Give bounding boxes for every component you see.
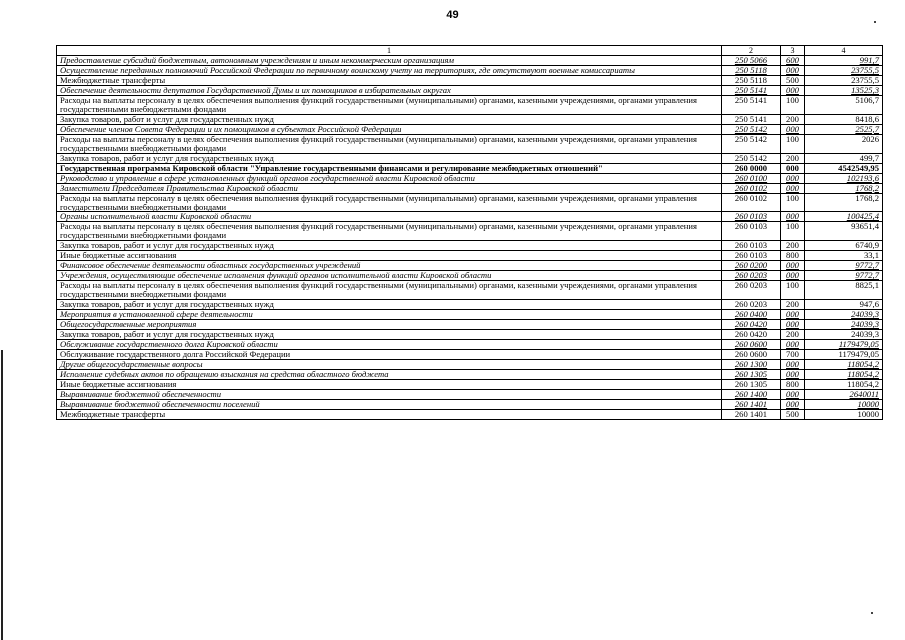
row-sum-cell: 9772,7	[805, 271, 883, 281]
table-row	[57, 66, 883, 76]
row-expense-type-cell: 700	[781, 350, 805, 360]
row-expense-type-cell: 800	[781, 251, 805, 261]
row-expense-type-cell: 000	[781, 360, 805, 370]
row-code-cell: 260 0000	[722, 163, 781, 173]
row-expense-type-cell: 200	[781, 241, 805, 251]
table-header-row	[57, 46, 883, 56]
row-name-cell: Закупка товаров, работ и услуг для государственных нужд	[57, 153, 722, 163]
table-row	[57, 261, 883, 271]
row-code-cell: 260 1401	[722, 410, 781, 420]
table-row	[57, 56, 883, 66]
table-row	[57, 124, 883, 134]
table-row	[57, 241, 883, 251]
row-code-cell: 250 5142	[722, 134, 781, 153]
row-sum-cell: 8825,1	[805, 281, 883, 300]
row-expense-type-cell: 200	[781, 153, 805, 163]
row-expense-type-cell: 000	[781, 400, 805, 410]
table-row	[57, 370, 883, 380]
row-code-cell: 250 5118	[722, 66, 781, 76]
row-expense-type-cell: 200	[781, 300, 805, 310]
table-row	[57, 222, 883, 241]
row-code-cell: 260 0103	[722, 222, 781, 241]
row-code-cell: 250 5141	[722, 114, 781, 124]
row-sum-cell: 24039,3	[805, 310, 883, 320]
row-name-cell: Финансовое обеспечение деятельности областных государственных учреждений	[57, 261, 722, 271]
row-sum-cell: 24039,3	[805, 320, 883, 330]
scan-edge-mark	[1, 350, 3, 640]
row-name-cell: Иные бюджетные ассигнования	[57, 380, 722, 390]
row-name-cell: Заместители Председателя Правительства Кировской области	[57, 183, 722, 193]
row-expense-type-cell: 000	[781, 173, 805, 183]
row-name-cell: Обслуживание государственного долга Кировской области	[57, 340, 722, 350]
column-header-sum: 4	[805, 46, 883, 56]
row-sum-cell: 1768,2	[805, 193, 883, 212]
row-expense-type-cell: 000	[781, 212, 805, 222]
row-expense-type-cell: 000	[781, 124, 805, 134]
row-expense-type-cell: 000	[781, 271, 805, 281]
row-expense-type-cell: 000	[781, 310, 805, 320]
row-code-cell: 260 0100	[722, 173, 781, 183]
row-expense-type-cell: 100	[781, 193, 805, 212]
row-sum-cell: 100425,4	[805, 212, 883, 222]
row-code-cell: 260 0102	[722, 183, 781, 193]
table-row	[57, 350, 883, 360]
row-name-cell: Закупка товаров, работ и услуг для государственных нужд	[57, 330, 722, 340]
row-code-cell: 250 5142	[722, 153, 781, 163]
row-expense-type-cell: 100	[781, 222, 805, 241]
row-code-cell: 260 1300	[722, 360, 781, 370]
row-sum-cell: 1179479,05	[805, 340, 883, 350]
row-name-cell: Предоставление субсидий бюджетным, автономным учреждениям и иным некоммерческим организациям	[57, 56, 722, 66]
row-code-cell: 260 0400	[722, 310, 781, 320]
table-row	[57, 340, 883, 350]
row-expense-type-cell: 000	[781, 340, 805, 350]
table-row	[57, 400, 883, 410]
scan-speck	[871, 612, 873, 614]
table-row	[57, 281, 883, 300]
row-expense-type-cell: 100	[781, 281, 805, 300]
row-code-cell: 260 0203	[722, 281, 781, 300]
table-row	[57, 134, 883, 153]
row-sum-cell: 4542549,95	[805, 163, 883, 173]
row-sum-cell: 9772,7	[805, 261, 883, 271]
row-code-cell: 260 1401	[722, 400, 781, 410]
table-row	[57, 390, 883, 400]
row-code-cell: 260 0103	[722, 212, 781, 222]
page-number: 49	[446, 9, 459, 21]
scan-speck	[874, 21, 876, 23]
column-header-code: 2	[722, 46, 781, 56]
row-sum-cell: 118054,2	[805, 370, 883, 380]
row-expense-type-cell: 000	[781, 390, 805, 400]
row-expense-type-cell: 200	[781, 330, 805, 340]
row-expense-type-cell: 100	[781, 96, 805, 115]
row-expense-type-cell: 000	[781, 261, 805, 271]
table-row	[57, 76, 883, 86]
row-sum-cell: 23755,5	[805, 66, 883, 76]
row-code-cell: 260 1305	[722, 370, 781, 380]
row-name-cell: Выравнивание бюджетной обеспеченности поселений	[57, 400, 722, 410]
row-name-cell: Государственная программа Кировской области "Управление государственными финансами и регулирование межбюджетных отношений"	[57, 163, 722, 173]
row-code-cell: 260 0200	[722, 261, 781, 271]
row-expense-type-cell: 800	[781, 380, 805, 390]
table-row	[57, 96, 883, 115]
table-row	[57, 300, 883, 310]
row-sum-cell: 991,7	[805, 56, 883, 66]
row-sum-cell: 6740,9	[805, 241, 883, 251]
row-code-cell: 250 5118	[722, 76, 781, 86]
row-code-cell: 260 0420	[722, 330, 781, 340]
table-row	[57, 251, 883, 261]
row-sum-cell: 118054,2	[805, 360, 883, 370]
row-sum-cell: 947,6	[805, 300, 883, 310]
table-row	[57, 271, 883, 281]
row-sum-cell: 2026	[805, 134, 883, 153]
row-name-cell: Осуществление переданных полномочий Российской Федерации по первичному воинскому учету на территориях, где отсутствуют военные комиссариаты	[57, 66, 722, 76]
table-row	[57, 320, 883, 330]
row-name-cell: Закупка товаров, работ и услуг для государственных нужд	[57, 300, 722, 310]
table-row	[57, 330, 883, 340]
row-name-cell: Иные бюджетные ассигнования	[57, 251, 722, 261]
row-code-cell: 260 1305	[722, 380, 781, 390]
row-name-cell: Расходы на выплаты персоналу в целях обеспечения выполнения функций государственными (муниципальными) органами, казенными учреждениями, органами управления государственными внебюджетными фондами	[57, 281, 722, 300]
row-sum-cell: 33,1	[805, 251, 883, 261]
table-row	[57, 380, 883, 390]
row-name-cell: Общегосударственные мероприятия	[57, 320, 722, 330]
row-name-cell: Расходы на выплаты персоналу в целях обеспечения выполнения функций государственными (муниципальными) органами, казенными учреждениями, органами управления государственными внебюджетными фондами	[57, 96, 722, 115]
row-code-cell: 260 0203	[722, 271, 781, 281]
row-code-cell: 260 0203	[722, 300, 781, 310]
table-row	[57, 360, 883, 370]
row-sum-cell: 23755,5	[805, 76, 883, 86]
row-expense-type-cell: 000	[781, 320, 805, 330]
table-row	[57, 153, 883, 163]
row-code-cell: 250 5142	[722, 124, 781, 134]
row-code-cell: 260 0420	[722, 320, 781, 330]
row-sum-cell: 8418,6	[805, 114, 883, 124]
row-sum-cell: 10000	[805, 400, 883, 410]
row-expense-type-cell: 500	[781, 410, 805, 420]
row-sum-cell: 10000	[805, 410, 883, 420]
table-row	[57, 114, 883, 124]
table-row	[57, 183, 883, 193]
row-name-cell: Расходы на выплаты персоналу в целях обеспечения выполнения функций государственными (муниципальными) органами, казенными учреждениями, органами управления государственными внебюджетными фондами	[57, 193, 722, 212]
table-row	[57, 212, 883, 222]
row-name-cell: Расходы на выплаты персоналу в целях обеспечения выполнения функций государственными (муниципальными) органами, казенными учреждениями, органами управления государственными внебюджетными фондами	[57, 134, 722, 153]
row-expense-type-cell: 000	[781, 163, 805, 173]
row-sum-cell: 2525,7	[805, 124, 883, 134]
row-sum-cell: 118054,2	[805, 380, 883, 390]
row-name-cell: Обеспечение деятельности депутатов Государственной Думы и их помощников в избирательных округах	[57, 86, 722, 96]
row-sum-cell: 102193,6	[805, 173, 883, 183]
row-code-cell: 260 0103	[722, 251, 781, 261]
row-name-cell: Обеспечение членов Совета Федерации и их помощников в субъектах Российской Федерации	[57, 124, 722, 134]
row-sum-cell: 5106,7	[805, 96, 883, 115]
row-expense-type-cell: 000	[781, 370, 805, 380]
row-expense-type-cell: 600	[781, 56, 805, 66]
row-name-cell: Учреждения, осуществляющие обеспечение исполнения функций органов исполнительной власти Кировской области	[57, 271, 722, 281]
column-header-name: 1	[57, 46, 722, 56]
table-row	[57, 410, 883, 420]
row-sum-cell: 1179479,05	[805, 350, 883, 360]
row-name-cell: Закупка товаров, работ и услуг для государственных нужд	[57, 241, 722, 251]
row-sum-cell: 93651,4	[805, 222, 883, 241]
row-code-cell: 250 5141	[722, 96, 781, 115]
table-row	[57, 163, 883, 173]
row-sum-cell: 13525,3	[805, 86, 883, 96]
row-expense-type-cell: 000	[781, 86, 805, 96]
row-name-cell: Органы исполнительной власти Кировской области	[57, 212, 722, 222]
row-name-cell: Межбюджетные трансферты	[57, 410, 722, 420]
row-code-cell: 250 5141	[722, 86, 781, 96]
row-expense-type-cell: 000	[781, 66, 805, 76]
row-sum-cell: 24039,3	[805, 330, 883, 340]
row-code-cell: 260 0600	[722, 350, 781, 360]
row-expense-type-cell: 200	[781, 114, 805, 124]
row-code-cell: 250 5066	[722, 56, 781, 66]
table-row	[57, 193, 883, 212]
row-code-cell: 260 1400	[722, 390, 781, 400]
table-row	[57, 86, 883, 96]
row-name-cell: Мероприятия в установленной сфере деятельности	[57, 310, 722, 320]
row-name-cell: Другие общегосударственные вопросы	[57, 360, 722, 370]
row-name-cell: Расходы на выплаты персоналу в целях обеспечения выполнения функций государственными (муниципальными) органами, казенными учреждениями, органами управления государственными внебюджетными фондами	[57, 222, 722, 241]
row-name-cell: Руководство и управление в сфере установленных функций органов государственной власти Кировской области	[57, 173, 722, 183]
table-row	[57, 310, 883, 320]
table-row	[57, 173, 883, 183]
row-sum-cell: 499,7	[805, 153, 883, 163]
row-expense-type-cell: 100	[781, 134, 805, 153]
row-code-cell: 260 0102	[722, 193, 781, 212]
row-name-cell: Обслуживание государственного долга Российской Федерации	[57, 350, 722, 360]
row-sum-cell: 1768,2	[805, 183, 883, 193]
row-name-cell: Выравнивание бюджетной обеспеченности	[57, 390, 722, 400]
row-expense-type-cell: 000	[781, 183, 805, 193]
column-header-vr: 3	[781, 46, 805, 56]
row-code-cell: 260 0103	[722, 241, 781, 251]
row-expense-type-cell: 500	[781, 76, 805, 86]
row-sum-cell: 2640011	[805, 390, 883, 400]
budget-table	[56, 45, 883, 420]
row-code-cell: 260 0600	[722, 340, 781, 350]
row-name-cell: Межбюджетные трансферты	[57, 76, 722, 86]
row-name-cell: Закупка товаров, работ и услуг для государственных нужд	[57, 114, 722, 124]
row-name-cell: Исполнение судебных актов по обращению взыскания на средства областного бюджета	[57, 370, 722, 380]
